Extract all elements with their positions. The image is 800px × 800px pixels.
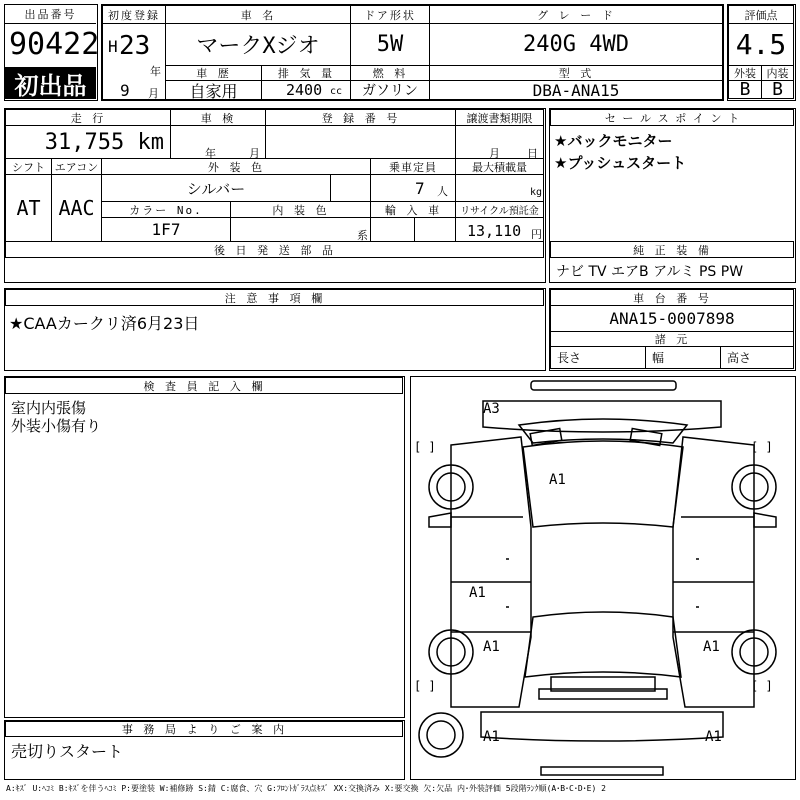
history-value: 自家用 [165, 80, 262, 100]
damage-legend: A:ｷｽﾞ U:ﾍｺﾐ B:ｷｽﾞを伴うﾍｺﾐ P:要塗装 W:補修跡 S:錆 C:腐食、穴 G:ﾌﾛﾝﾄｶﾞﾗｽ点ｷｽﾞ XX:交換済み X:要交換 欠:欠品 内･外装評価 5段階ﾗﾝｸ順(A･B･C･D･E) 2 [6, 784, 606, 793]
model-header: 型 式 [429, 65, 723, 81]
condition-block [4, 108, 546, 283]
notes-block [4, 288, 546, 371]
first-listing-badge: 初出品 [5, 67, 96, 99]
damage-mark: A1 [483, 729, 500, 745]
chassis-block [549, 288, 796, 371]
chassis-value: ANA15-0007898 [550, 305, 794, 332]
registration-header: 登 録 番 号 [265, 109, 456, 126]
office-block [4, 720, 405, 780]
grade-header: グ レ ー ド [429, 5, 723, 24]
score-block [727, 4, 796, 101]
era-letter: H [108, 37, 118, 56]
capacity-header: 乗車定員 [370, 158, 456, 175]
later-parts-header: 後 日 発 送 部 品 [5, 241, 544, 258]
inspector-line: 外装小傷有り [11, 417, 102, 435]
sales-points-block [549, 108, 796, 283]
sales-point-item: ★バックモニター [554, 132, 673, 150]
bracket-mark: [ ] [751, 679, 773, 693]
aircon-header: エアコン [51, 158, 102, 175]
inspection-year-unit: 年 [205, 147, 216, 160]
recycle-header: リサイクル預託金 [455, 201, 544, 218]
specs-header: 諸 元 [550, 331, 794, 347]
import-cell-a [370, 217, 415, 242]
shift-value: AT [5, 174, 52, 242]
inspector-header: 検 査 員 記 入 欄 [5, 377, 403, 394]
history-header: 車 歴 [165, 65, 262, 81]
recycle-unit: 円 [531, 228, 542, 241]
displacement-header: 排 気 量 [261, 65, 351, 81]
later-parts-value [5, 257, 544, 281]
exterior-grade: B [728, 80, 762, 99]
import-header: 輸 入 車 [370, 201, 456, 218]
era-year: 23 [119, 31, 151, 61]
first-reg-month: 9 [120, 81, 130, 100]
month-unit: 月 [148, 87, 159, 100]
first-reg-header: 初度登録 [102, 5, 166, 24]
capacity-value: 7 [415, 179, 425, 198]
transfer-day-unit: 日 [527, 147, 538, 160]
recycle-value: 13,110 [467, 222, 522, 240]
notes-header: 注 意 事 項 欄 [5, 289, 544, 306]
genuine-equipment-header: 純 正 装 備 [550, 241, 794, 258]
transfer-month-unit: 月 [489, 147, 500, 160]
office-text: 売切りスタート [11, 742, 124, 761]
door-header: ドア形状 [350, 5, 430, 24]
damage-mark: A1 [483, 639, 500, 655]
capacity-unit: 人 [437, 185, 448, 198]
lot-block [4, 4, 98, 101]
color-no-header: カラー No. [101, 201, 231, 218]
displacement-unit: cc [330, 86, 343, 97]
displacement-value: 2400 [286, 81, 323, 99]
inspection-month-unit: 月 [249, 147, 260, 160]
shift-header: シフト [5, 158, 52, 175]
fuel-header: 燃 料 [350, 65, 430, 81]
grade-value: 240G 4WD [429, 23, 723, 66]
year-unit: 年 [150, 65, 161, 78]
sales-points-header: セ ー ル ス ポ イ ン ト [550, 109, 794, 126]
interior-grade-header: 内装 [761, 65, 794, 81]
score-value: 4.5 [728, 23, 794, 66]
exterior-color-checkbox [330, 174, 371, 202]
exterior-grade-header: 外装 [728, 65, 762, 81]
vehicle-info-block [101, 4, 724, 101]
damage-mark: A1 [469, 585, 486, 601]
height-label: 高さ [720, 346, 794, 369]
exterior-color-header: 外 装 色 [101, 158, 371, 175]
color-no-value: 1F7 [101, 217, 231, 242]
width-label: 幅 [645, 346, 721, 369]
interior-grade: B [761, 80, 794, 99]
car-name: マークXジオ [165, 23, 351, 66]
car-diagram [411, 377, 794, 778]
damage-mark: A3 [483, 401, 500, 417]
door-value: 5W [350, 23, 430, 66]
registration-value [265, 125, 456, 159]
score-header: 評価点 [728, 5, 794, 24]
inspection-header: 車 検 [170, 109, 266, 126]
bracket-mark: [ ] [414, 679, 436, 693]
damage-mark: A1 [705, 729, 722, 745]
max-load-unit: kg [530, 187, 543, 198]
car-name-header: 車 名 [165, 5, 351, 24]
damage-mark: A1 [703, 639, 720, 655]
max-load-header: 最大積載量 [455, 158, 544, 175]
bracket-mark: [ ] [414, 440, 436, 454]
exterior-color-value: シルバー [101, 174, 331, 202]
aircon-value: AAC [51, 174, 102, 242]
length-label: 長さ [550, 346, 646, 369]
inspector-line: 室内内張傷 [11, 399, 87, 417]
model-value: DBA-ANA15 [429, 80, 723, 100]
fuel-value: ガソリン [350, 80, 430, 100]
bracket-mark: [ ] [751, 440, 773, 454]
genuine-equipment-value: ナビ TV エアB アルミ PS PW [556, 264, 744, 280]
inspector-block [4, 376, 405, 718]
transfer-header: 譲渡書類期限 [455, 109, 544, 126]
import-cell-b [414, 217, 456, 242]
lot-number: 90422 [9, 27, 100, 62]
car-diagram-panel [410, 376, 796, 780]
damage-mark: A1 [549, 472, 566, 488]
mileage-value: 31,755 km [5, 125, 171, 159]
interior-color-header: 内 装 色 [230, 201, 371, 218]
chassis-header: 車 台 番 号 [550, 289, 794, 306]
notes-text: ★CAAカークリ済6月23日 [9, 314, 200, 333]
interior-color-cell [230, 217, 371, 242]
interior-color-unit: 系 [357, 229, 368, 242]
mileage-header: 走 行 [5, 109, 171, 126]
office-header: 事 務 局 よ り ご 案 内 [5, 721, 403, 737]
lot-header: 出品番号 [5, 5, 96, 24]
sales-point-item: ★プッシュスタート [554, 154, 687, 172]
